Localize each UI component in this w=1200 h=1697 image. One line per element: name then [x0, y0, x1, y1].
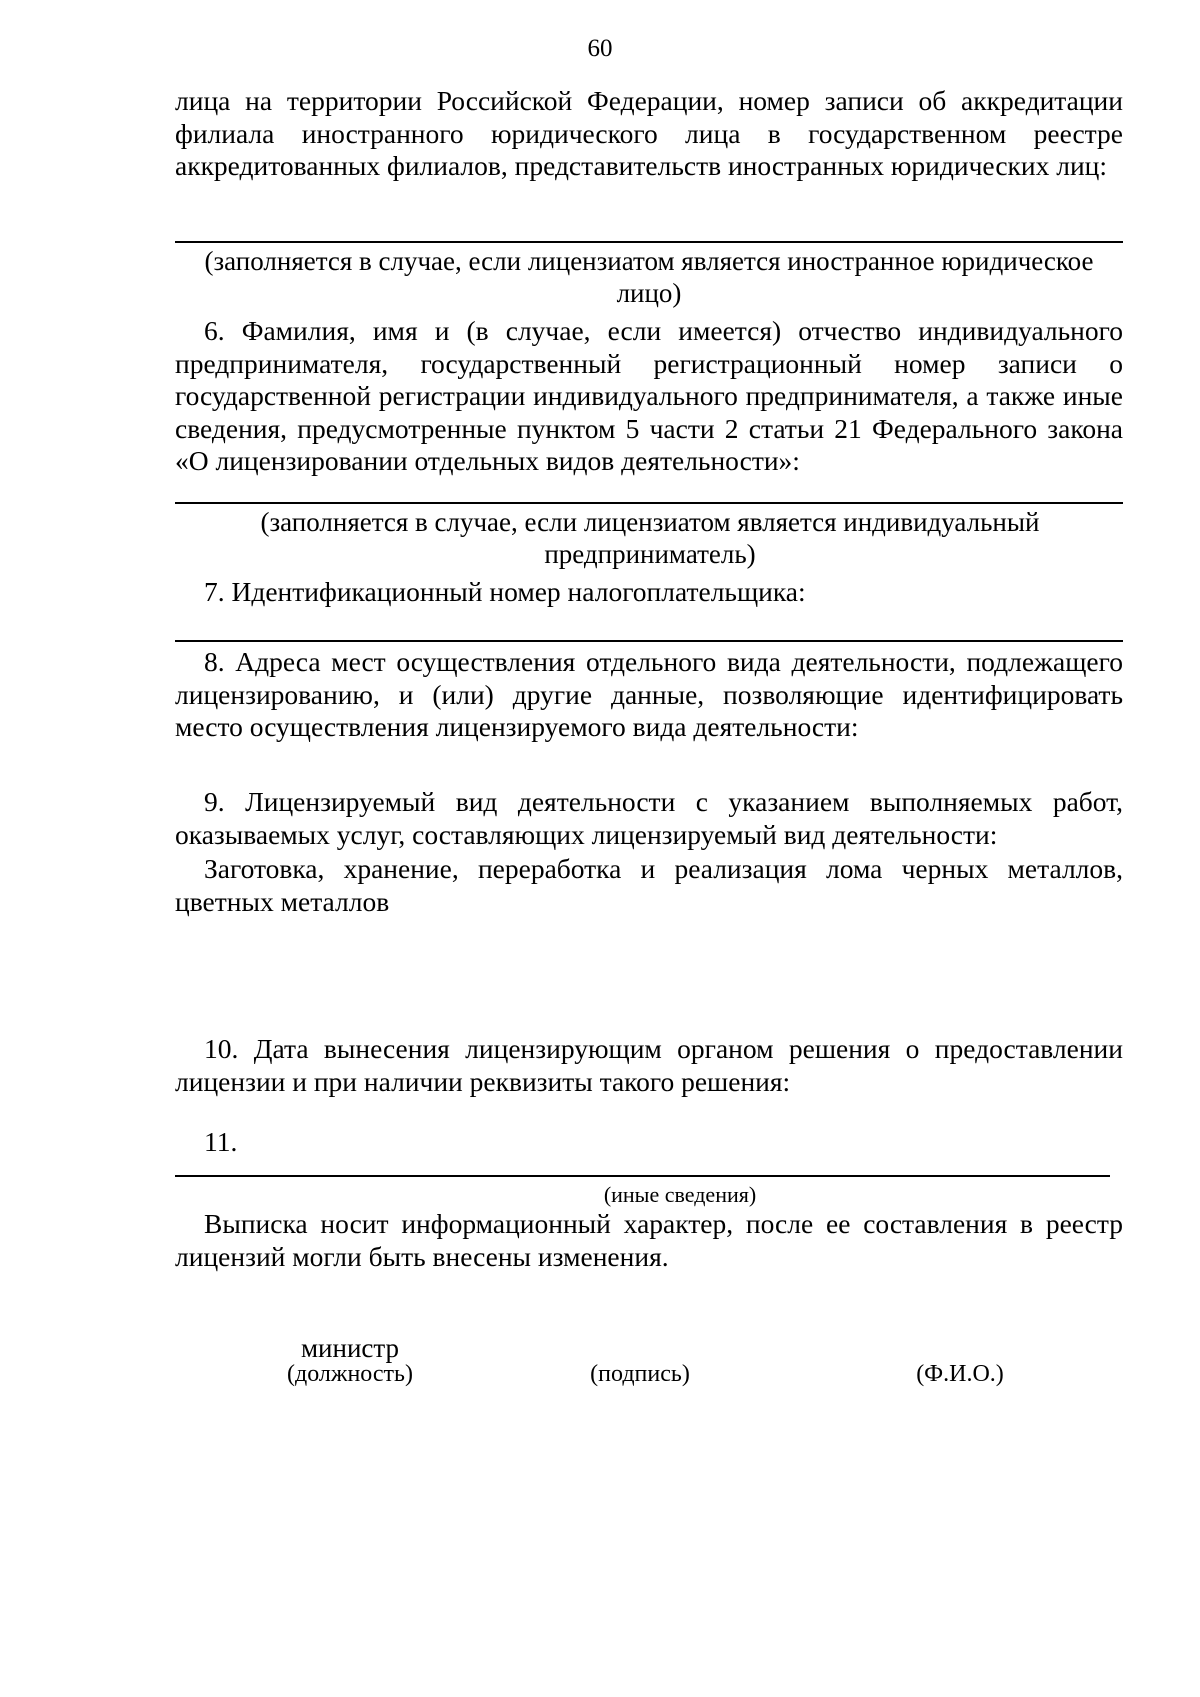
section5-caption: (заполняется в случае, если лицензиатом является иностранное юридическое лицо): [204, 246, 1094, 308]
section9-text: 9. Лицензируемый вид деятельности с указанием выполняемых работ, оказываемых услуг, составляющих лицензируемый вид деятельности:: [175, 786, 1123, 850]
section10-text: 10. Дата вынесения лицензирующим органом решения о предоставлении лицензии и при наличии реквизиты такого решения:: [175, 1033, 1123, 1097]
section5-fill-line: [175, 241, 1123, 243]
section6-fill-line: [175, 502, 1123, 504]
section11-caption: (иные сведения): [603, 1182, 757, 1207]
section5-continuation: лица на территории Российской Федерации, номер записи об аккредитации филиала иностранного юридического лица в государственном реестре аккредитованных филиалов, представительств иностранных юридических лиц:: [175, 85, 1123, 181]
signature-sign-label: (подпись): [590, 1361, 690, 1387]
signature-position-value: министр: [300, 1333, 400, 1363]
section8-text: 8. Адреса мест осуществления отдельного вида деятельности, подлежащего лицензированию, и (или) другие данные, позволяющие идентифицировать место осуществления лицензируемого вида деятельности:: [175, 646, 1123, 742]
disclaimer-text: Выписка носит информационный характер, после ее составления в реестр лицензий могли быть внесены изменения.: [175, 1208, 1123, 1272]
section7-fill-line: [175, 640, 1123, 642]
section6-caption: (заполняется в случае, если лицензиатом является индивидуальный предприниматель): [260, 507, 1040, 569]
section7-text: 7. Идентификационный номер налогоплательщика:: [204, 576, 806, 607]
section9-value: Заготовка, хранение, переработка и реализация лома черных металлов, цветных металлов: [175, 853, 1123, 917]
page-number: 60: [587, 35, 613, 62]
section6-text: 6. Фамилия, имя и (в случае, если имеется) отчество индивидуального предпринимателя, государственный регистрационный номер записи о государственной регистрации индивидуального предпринимателя, а также иные сведения, предусмотренные пунктом 5 части 2 статьи 21 Федерального закона «О лицензировании отдельных видов деятельности»:: [175, 315, 1123, 476]
signature-position-label: (должность): [287, 1361, 413, 1387]
section11-fill-line: [175, 1175, 1110, 1177]
signature-name-label: (Ф.И.О.): [916, 1361, 1004, 1387]
section11-text: 11.: [204, 1126, 238, 1157]
